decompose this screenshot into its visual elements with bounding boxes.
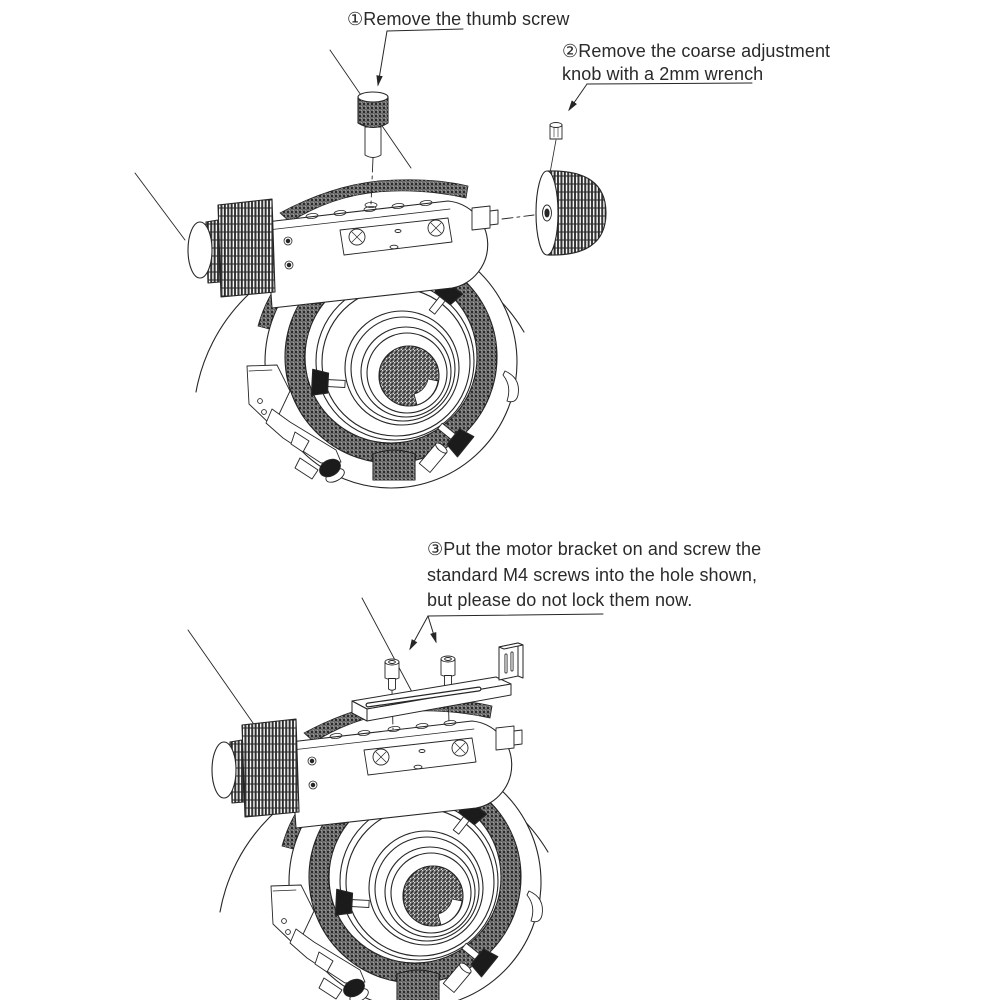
callout3-leader-left (410, 616, 428, 649)
callout2-leader (569, 84, 587, 110)
callout-step3-line1: ③Put the motor bracket on and screw the (427, 539, 762, 559)
callout3-leader-right (428, 616, 436, 642)
callout1-leader (378, 31, 387, 85)
callout3-underline (428, 614, 603, 616)
centerline (502, 215, 534, 219)
coarse-adjustment-knob (536, 171, 606, 255)
callout-step1-text: ①Remove the thumb screw (347, 9, 570, 29)
callout-step2 (562, 40, 830, 86)
callout-step2-line1: ②Remove the coarse adjustment (562, 41, 831, 61)
figure-step-1-2 (135, 29, 752, 488)
figure-step-3 (188, 598, 603, 1000)
callout-step3-line3: but please do not lock them now. (427, 590, 693, 610)
coarse-knob-assembly (502, 123, 606, 256)
callout-step3 (427, 537, 761, 614)
tube-edge-line (135, 173, 185, 240)
callout-leaders (410, 614, 603, 649)
callout-step2-line2: knob with a 2mm wrench (562, 64, 764, 84)
callout-step1 (347, 7, 570, 31)
tube-edge-line (188, 630, 253, 723)
callout-step3-line2: standard M4 screws into the hole shown, (427, 564, 758, 585)
set-screw (550, 123, 562, 174)
